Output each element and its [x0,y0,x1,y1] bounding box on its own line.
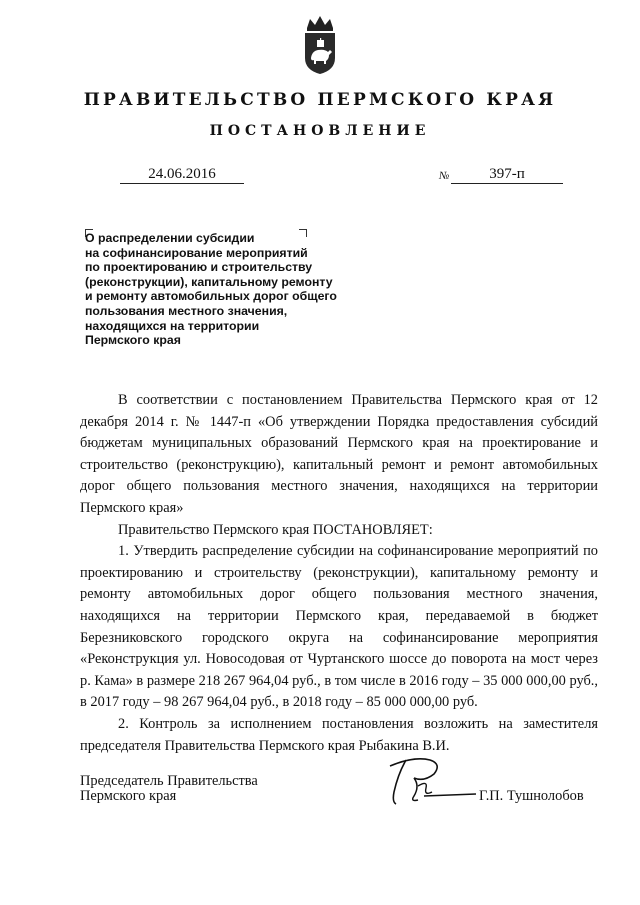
subject-line: и ремонту автомобильных дорог общего [85,289,337,304]
signer-name: Г.П. Тушнолобов [479,788,584,804]
subject-line: находящихся на территории [85,318,260,333]
document-type: ПОСТАНОВЛЕНИЕ [209,123,431,139]
subject-line: на софинансирование мероприятий [85,245,308,260]
subject-line: Пермского края [85,333,181,348]
document-number: 397-п [451,165,563,184]
document-body [80,390,598,757]
subject-line: О распределении субсидии [85,231,255,245]
signer-position [80,774,258,804]
subject-line: по проектированию и строительству [85,260,313,275]
decree-paragraph: Правительство Пермского края ПОСТАНОВЛЯЕТ: [118,521,433,538]
document-subject [85,231,385,348]
government-title: ПРАВИТЕЛЬСТВО ПЕРМСКОГО КРАЯ [83,90,557,110]
subject-line: пользования местного значения, [85,303,288,318]
signer-position-line: Пермского края [80,788,177,804]
signer-position-line: Председатель Правительства [80,773,258,789]
number-label: № [439,170,450,182]
item-2-paragraph: 2. Контроль за исполнением постановления возложить на заместителя председателя Правительства Пермского края Рыбакина В.И. [80,715,598,754]
handwritten-signature-icon [384,752,484,810]
subject-line: (реконструкции), капитальному ремонту [85,274,333,289]
preamble-paragraph: В соответствии с постановлением Правительства Пермского края от 12 декабря 2014 г. № 1447-п «Об утверждении Порядка предоставления субсидий бюджетам муниципальных образований Пермского края на проектирование и строительство (реконструкцию), капитальный ремонт и ремонт автомобильных дорог общего пользования местного значения, находящихся на территории Пермского края» [80,392,598,516]
item-1-paragraph: 1. Утвердить распределение субсидии на софинансирование мероприятий по проектированию и строительству (реконструкции), капитальному ремонту и ремонту автомобильных дорог общего пользования местного значения, находящихся на территории Пермского края, передаваемой в бюджет Березниковского городского округа на софинансирование мероприятия «Реконструкция ул. Новосодовая от Чуртанского шоссе до поворота на мост через р. Кама» в размере 218 267 964,04 руб., в том числе в 2016 году – 35 000 000,00 руб., в 2017 году – 98 267 964,04 руб., в 2018 году – 85 000 000,00 руб. [80,543,598,711]
document-date: 24.06.2016 [120,165,244,184]
perm-krai-coat-of-arms-icon [301,14,339,76]
